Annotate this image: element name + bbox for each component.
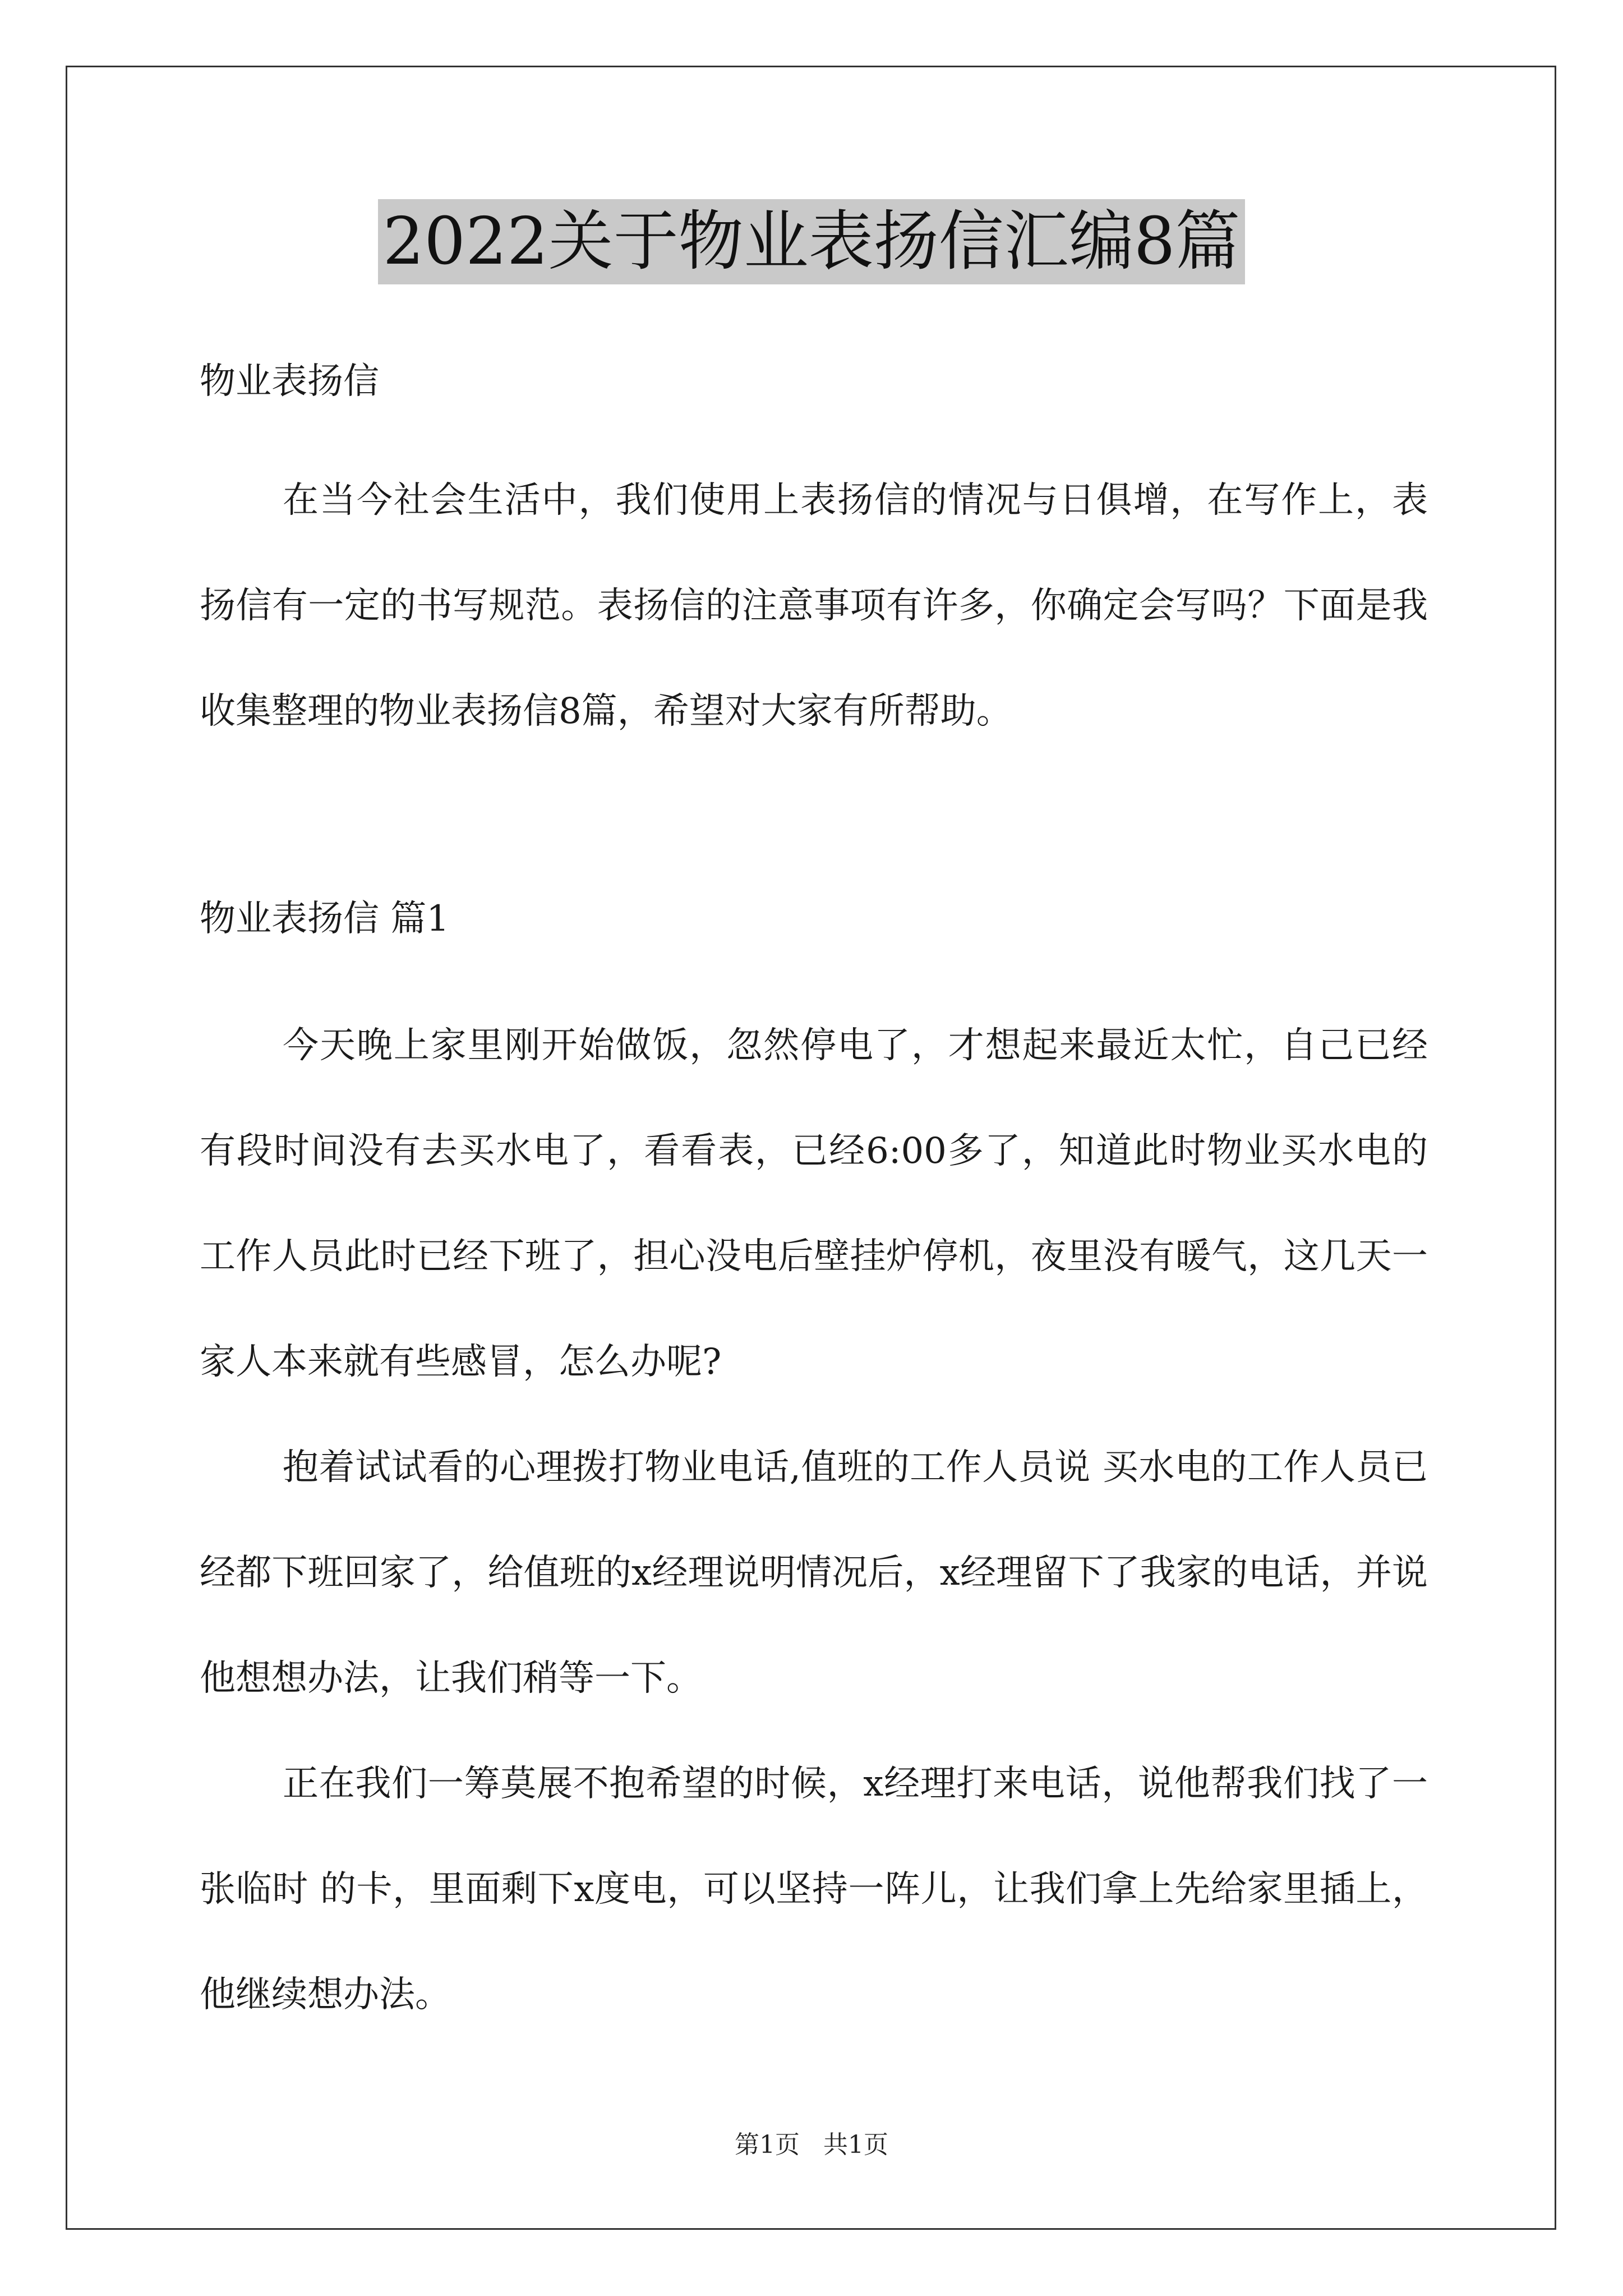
page-footer: 第1页 共1页 [735,2131,888,2159]
section-heading-intro: 物业表扬信 [200,361,379,402]
document-body [200,337,1428,2047]
section-heading-1: 物业表扬信 篇1 [200,898,450,940]
section-1-paragraph-2: 抱着试试看的心理拨打物业电话,值班的工作人员说 买水电的工作人员已经都下班回家了，给值班的x经理说明情况后，x经理留下了我家的电话，并说他想想办法，让我们稍等一下。 [200,1447,1428,1699]
title-container [0,199,1623,284]
document-title: 2022关于物业表扬信汇编8篇 [378,199,1244,284]
intro-paragraph: 在当今社会生活中，我们使用上表扬信的情况与日俱增，在写作上，表扬信有一定的书写规范。表扬信的注意事项有许多，你确定会写吗？下面是我收集整理的物业表扬信8篇，希望对大家有所帮助。 [200,480,1428,732]
section-1-paragraph-1: 今天晚上家里刚开始做饭，忽然停电了，才想起来最近太忙，自己已经有段时间没有去买水电了，看看表，已经6:00多了，知道此时物业买水电的工作人员此时已经下班了，担心没电后壁挂炉停机，夜里没有暖气，这几天一家人本来就有些感冒，怎么办呢? [200,1025,1428,1383]
section-1-paragraph-3: 正在我们一筹莫展不抱希望的时候，x经理打来电话，说他帮我们找了一张临时 的卡，里面剩下x度电，可以坚持一阵儿，让我们拿上先给家里插上，他继续想办法。 [200,1763,1428,2016]
